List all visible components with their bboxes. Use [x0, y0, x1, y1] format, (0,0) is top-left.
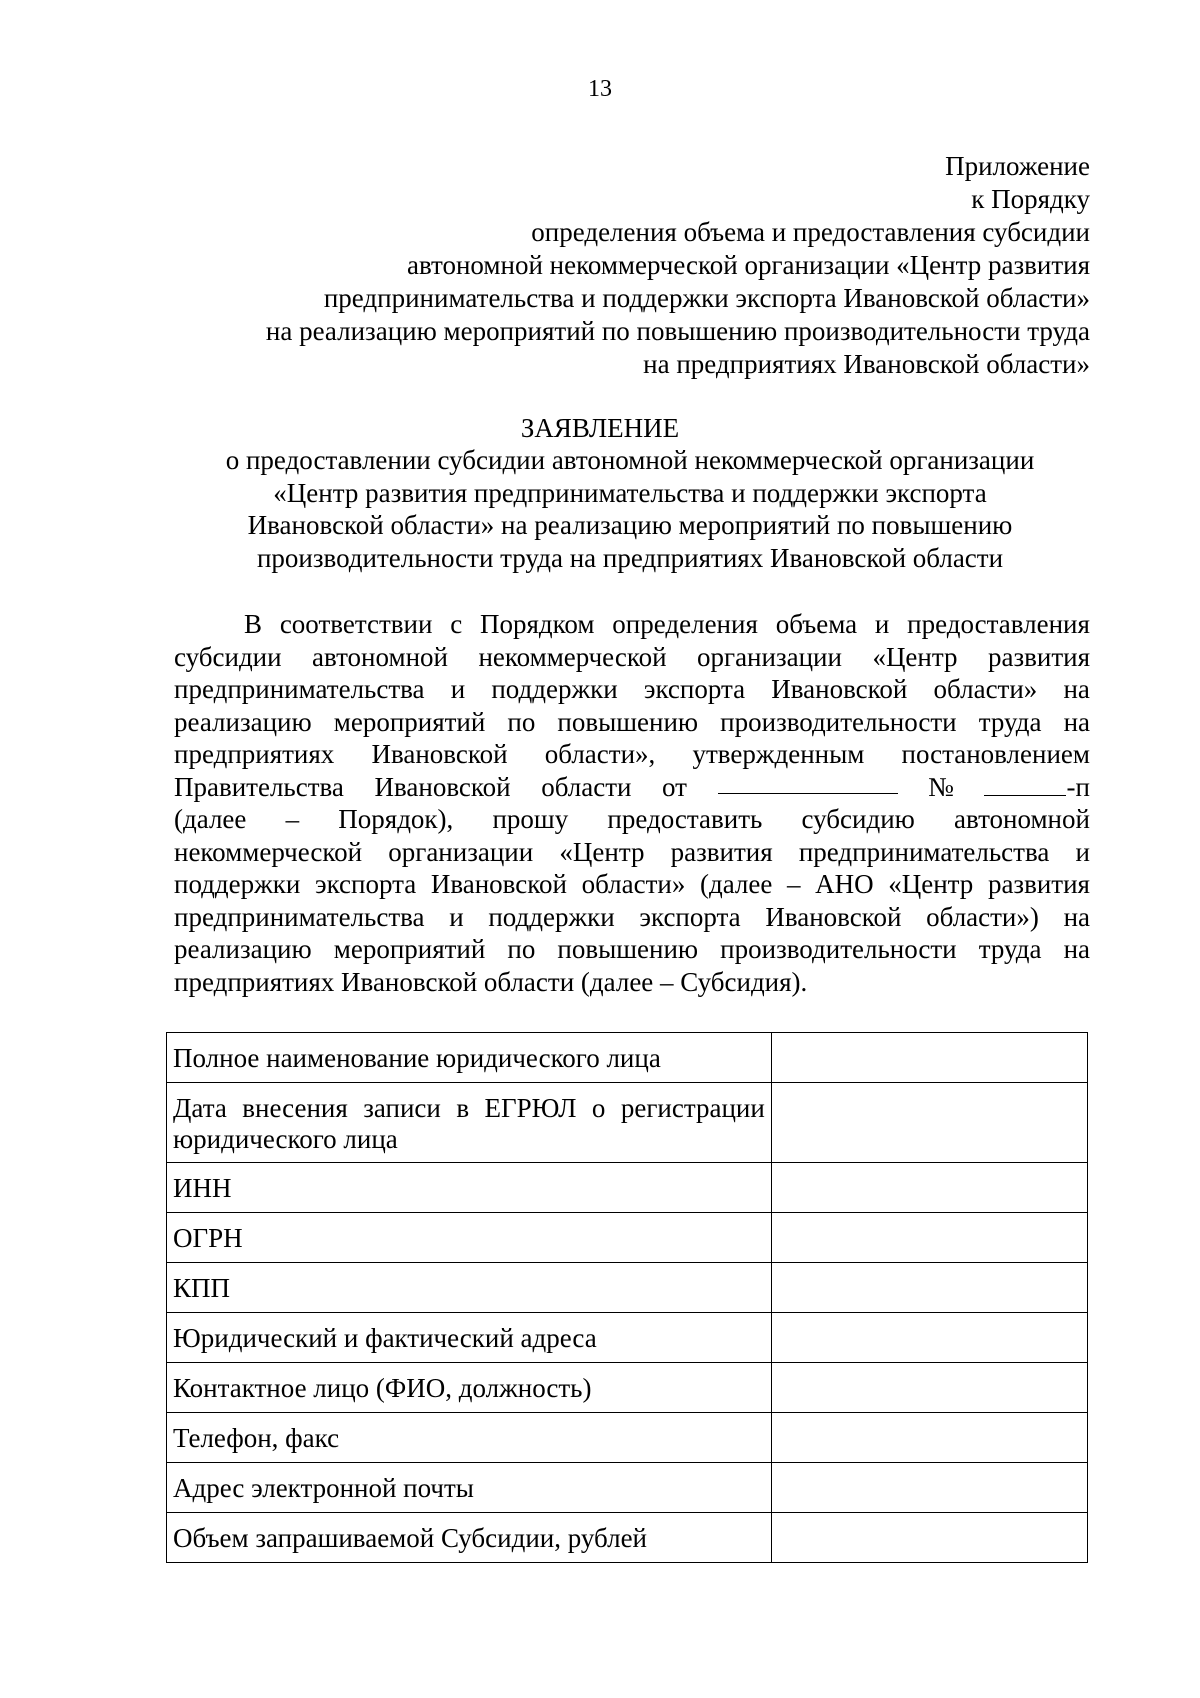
field-label: Полное наименование юридического лица	[167, 1033, 772, 1083]
word: поддержки	[491, 674, 618, 704]
word: предоставить	[607, 804, 763, 834]
word: Ивановской	[371, 739, 508, 769]
application-body	[174, 608, 1090, 998]
word: развития	[670, 836, 773, 867]
word: и	[450, 674, 466, 704]
field-value-cell[interactable]	[771, 1513, 1087, 1563]
word: мероприятий	[333, 934, 486, 964]
word: области»,	[544, 739, 656, 769]
word: –	[787, 869, 801, 899]
appendix-line: предпринимательства и поддержки экспорта Ивановской области»	[323, 283, 1090, 313]
word: объема	[775, 609, 858, 639]
word: В	[244, 609, 263, 639]
word: Ивановской	[430, 869, 567, 899]
word: «Центр	[888, 869, 974, 899]
body-line	[174, 641, 1090, 674]
table-row	[167, 1213, 1088, 1263]
word: повышению	[557, 706, 699, 737]
word: на	[1063, 901, 1090, 932]
word: Ивановской	[374, 771, 511, 802]
word: Ивановской	[765, 901, 902, 932]
word: области»	[933, 674, 1038, 704]
word: труда	[978, 706, 1042, 737]
body-line-last: предприятиях Ивановской области (далее – Субсидия).	[174, 966, 808, 997]
appendix-line: автономной некоммерческой организации «Центр развития	[406, 250, 1090, 280]
word: автономной	[954, 804, 1090, 834]
field-value-cell[interactable]	[771, 1213, 1087, 1263]
word: предпринимательства	[174, 674, 425, 704]
field-value-cell[interactable]	[771, 1163, 1087, 1213]
body-line	[174, 738, 1090, 771]
table-row	[167, 1163, 1088, 1213]
body-line	[174, 673, 1090, 706]
field-label: Телефон, факс	[167, 1413, 772, 1463]
word: (далее	[699, 869, 773, 899]
word: области	[541, 771, 632, 802]
word: производительности	[720, 934, 957, 964]
word: «Центр	[872, 641, 958, 672]
word: труда	[978, 934, 1042, 964]
field-value-cell[interactable]	[771, 1463, 1087, 1513]
decree-date-blank	[718, 771, 898, 794]
word: реализацию	[174, 706, 312, 737]
word: на	[1063, 934, 1090, 964]
word: субсидию	[801, 804, 915, 834]
field-value-cell[interactable]	[771, 1363, 1087, 1413]
word: автономной	[312, 641, 448, 672]
body-line-decree	[174, 771, 1090, 804]
word: некоммерческой	[478, 641, 667, 672]
field-label: ОГРН	[167, 1213, 772, 1263]
word: области»)	[926, 901, 1039, 932]
decree-number-blank	[984, 773, 1066, 796]
word: поддержки	[488, 901, 615, 932]
decree-number-sign: №	[928, 771, 954, 802]
word: по	[507, 934, 536, 964]
word: предпринимательства	[174, 901, 425, 932]
body-line	[174, 836, 1090, 869]
word: и	[874, 609, 890, 639]
word: Правительства	[174, 771, 344, 802]
word: организации	[697, 641, 842, 672]
appendix-line: определения объема и предоставления субсидии	[531, 217, 1090, 247]
field-label: Адрес электронной почты	[167, 1463, 772, 1513]
word: «Центр	[559, 836, 645, 867]
word: реализацию	[174, 934, 312, 964]
field-value-cell[interactable]	[771, 1413, 1087, 1463]
word: определения	[612, 609, 758, 639]
word: производительности	[720, 706, 957, 737]
field-label: ИНН	[167, 1163, 772, 1213]
word: экспорта	[639, 901, 741, 932]
table-row	[167, 1263, 1088, 1313]
word: и	[449, 901, 464, 932]
field-label: КПП	[167, 1263, 772, 1313]
appendix-line: к Порядку	[971, 184, 1090, 214]
field-value-cell[interactable]	[771, 1313, 1087, 1363]
applicant-info-rows	[167, 1033, 1088, 1563]
word: развития	[987, 641, 1090, 672]
word: и	[1075, 836, 1090, 867]
applicant-info-table	[166, 1032, 1088, 1563]
word: некоммерческой	[174, 836, 363, 867]
body-line	[174, 608, 1090, 641]
subtitle-line: «Центр развития предпринимательства и поддержки экспорта	[273, 477, 987, 508]
appendix-header	[160, 150, 1090, 381]
word: –	[285, 804, 300, 834]
word: субсидии	[174, 641, 282, 672]
word: развития	[987, 869, 1090, 899]
word: Порядок),	[338, 804, 454, 834]
word: от	[662, 771, 687, 802]
table-row	[167, 1083, 1088, 1163]
body-line	[174, 933, 1090, 966]
word: повышению	[557, 934, 699, 964]
word: предприятиях	[174, 739, 335, 769]
document-subtitle	[150, 444, 1110, 574]
word: с	[450, 609, 463, 639]
word: экспорта	[643, 674, 746, 704]
word: прошу	[492, 804, 569, 834]
table-row	[167, 1033, 1088, 1083]
subtitle-line: Ивановской области» на реализацию мероприятий по повышению	[247, 510, 1013, 540]
field-label: Дата внесения записи в ЕГРЮЛ о регистрации юридического лица	[167, 1083, 772, 1163]
document-title: ЗАЯВЛЕНИЕ	[520, 413, 680, 443]
word: организации	[388, 836, 534, 867]
word: поддержки	[174, 869, 301, 899]
field-value-cell[interactable]	[771, 1263, 1087, 1313]
word: экспорта	[314, 869, 417, 899]
field-label: Юридический и фактический адреса	[167, 1313, 772, 1363]
body-line	[174, 901, 1090, 934]
page-number: 13	[588, 76, 612, 102]
subtitle-line: производительности труда на предприятиях Ивановской области	[256, 542, 1004, 573]
body-line	[174, 868, 1090, 901]
table-row	[167, 1413, 1088, 1463]
word: области»	[581, 869, 686, 899]
body-line	[174, 803, 1090, 836]
table-row	[167, 1513, 1088, 1563]
word: (далее	[174, 804, 247, 834]
field-value-cell[interactable]	[771, 1033, 1087, 1083]
word: Порядком	[480, 609, 595, 639]
decree-number-field	[984, 771, 1089, 804]
word: соответствии	[279, 609, 433, 639]
decree-suffix: -п	[1066, 771, 1090, 802]
field-label: Объем запрашиваемой Субсидии, рублей	[167, 1513, 772, 1563]
field-label: Контактное лицо (ФИО, должность)	[167, 1363, 772, 1413]
word: на	[1063, 674, 1090, 704]
word: мероприятий	[333, 706, 486, 737]
field-value-cell[interactable]	[771, 1083, 1087, 1163]
appendix-line: на реализацию мероприятий по повышению производительности труда	[265, 316, 1090, 346]
word: утвержденным	[692, 739, 865, 769]
subtitle-line: о предоставлении субсидии автономной некоммерческой организации	[225, 445, 1035, 475]
word: постановлением	[901, 739, 1090, 769]
table-row	[167, 1463, 1088, 1513]
body-line	[174, 706, 1090, 739]
word: на	[1063, 706, 1090, 737]
word: предоставления	[907, 609, 1090, 639]
appendix-line: на предприятиях Ивановской области»	[643, 349, 1090, 379]
word: по	[507, 706, 536, 737]
appendix-line: Приложение	[945, 151, 1090, 181]
word: Ивановской	[771, 674, 908, 704]
table-row	[167, 1313, 1088, 1363]
word: предпринимательства	[798, 836, 1050, 867]
word: АНО	[815, 869, 874, 899]
table-row	[167, 1363, 1088, 1413]
